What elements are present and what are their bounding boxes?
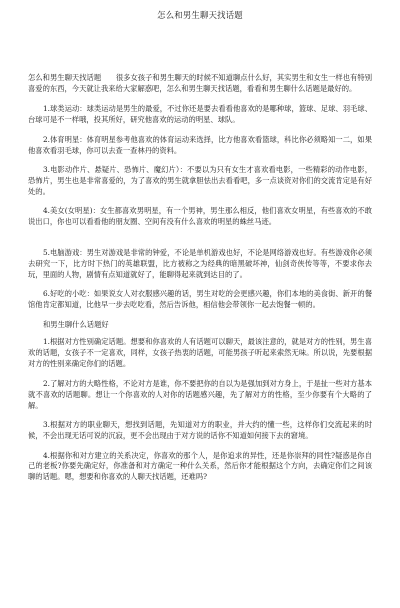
document-title: 怎么和男生聊天找话题 [157, 10, 243, 20]
topic-paragraph-1: 1.球类运动：球类运动是男生的最爱，不过你还是要去看看他喜欢的是哪种球，篮球、足球、羽毛球、台球可是不一样哦，投其所好，研究他喜欢的运动的明星、球队。 [28, 104, 372, 125]
tip-paragraph-4: 4.根据你和对方建立的关系决定，你喜欢的那个人，是你追求的异性，还是你崇拜的同性?疑惑是你自己的老板?你要先确定好，你准备和对方确定一种什么关系，然后你才能根据这个方向，去确定你们之间该聊的话题。嗯，想要和你喜欢的人聊天找话题，还难吗? [28, 450, 372, 482]
intro-paragraph: 怎么和男生聊天找话题 很多女孩子和男生聊天的时候不知道聊点什么好，其实男生和女生一样也有特别喜爱的东西，今天就让我来给大家解惑吧，怎么和男生聊天找话题，看看和男生聊什么话题是最好的。 [28, 73, 372, 93]
sub-heading: 和男生聊什么话题好 [43, 319, 109, 329]
topic-paragraph-5: 5.电脑游戏：男生对游戏是非常的钟爱，不论是单机游戏也好，不论是网络游戏也好。有些游戏你必须去研究一下，比方时下热门的英雄联盟，比方被称之为经典的暗黑破坏神，仙剑奇侠传等等，不要求你去玩，里面的人物，剧情有点知道就好了，能聊得起来就到达目的了。 [28, 247, 372, 279]
topic-paragraph-2: 2.体育明星：体育明星参考他喜欢的体育运动来选择，比方他喜欢看篮球，科比你必须略知一二，如果他喜欢看羽毛球，你可以去查一查林丹的资料。 [28, 134, 372, 155]
topic-paragraph-6: 6.好吃的小吃：如果说女人对衣服感兴趣的话，男生对吃的会更感兴趣，你们本地的美食街、新开的餐馆他肯定都知道，比他早一步去吃吃看，然后告诉他，相信他会带领你一起去饱餐一顿的。 [28, 289, 372, 310]
tip-paragraph-1: 1.根据对方性别确定话题。想要和你喜欢的人有话题可以聊天，最该注意的，就是对方的性别，男生喜欢的话题，女孩子不一定喜欢，同样，女孩子热衷的话题，可能男孩子听起来索然无味。所以说，先要根据对方的性别来确定你们的话题。 [28, 337, 372, 369]
tip-paragraph-2: 2.了解对方的大略性格，不论对方是谁，你不要把你的自以为是强加到对方身上，于是扯一些对方基本就不喜欢的话题聊。想让一个你喜欢的人对你的话题感兴趣，先了解对方的性格，至少你要有个大略的了解。 [28, 378, 372, 410]
topic-paragraph-3: 3.电影动作片、悬疑片、恐怖片、魔幻片）：不要以为只有女生才喜欢看电影，一些精彩的动作电影，恐怖片，男生也是非常喜爱的，为了喜欢的男生就拿胆怯出去看看吧，多一点谈资对你们的交流肯定是有好处的。 [28, 165, 372, 196]
topic-paragraph-4: 4.美女(女明星)：女生都喜欢男明星，有一个男神，男生那么相反，他们喜欢女明星，有些喜欢的不敢说出口，你也可以看看他的朋友圈、空间有没有什么喜欢的明星的蛛丝马迹。 [28, 206, 372, 227]
tip-paragraph-3: 3.根据对方的职业聊天，想找到话题，先知道对方的职业，并大约的懂一些，这样你们交流起来的时候，不会出现无话可说的沉寂，更不会出现由于对方说的话你不知道如何接下去的窘境。 [28, 420, 372, 440]
section-gap [28, 237, 372, 248]
